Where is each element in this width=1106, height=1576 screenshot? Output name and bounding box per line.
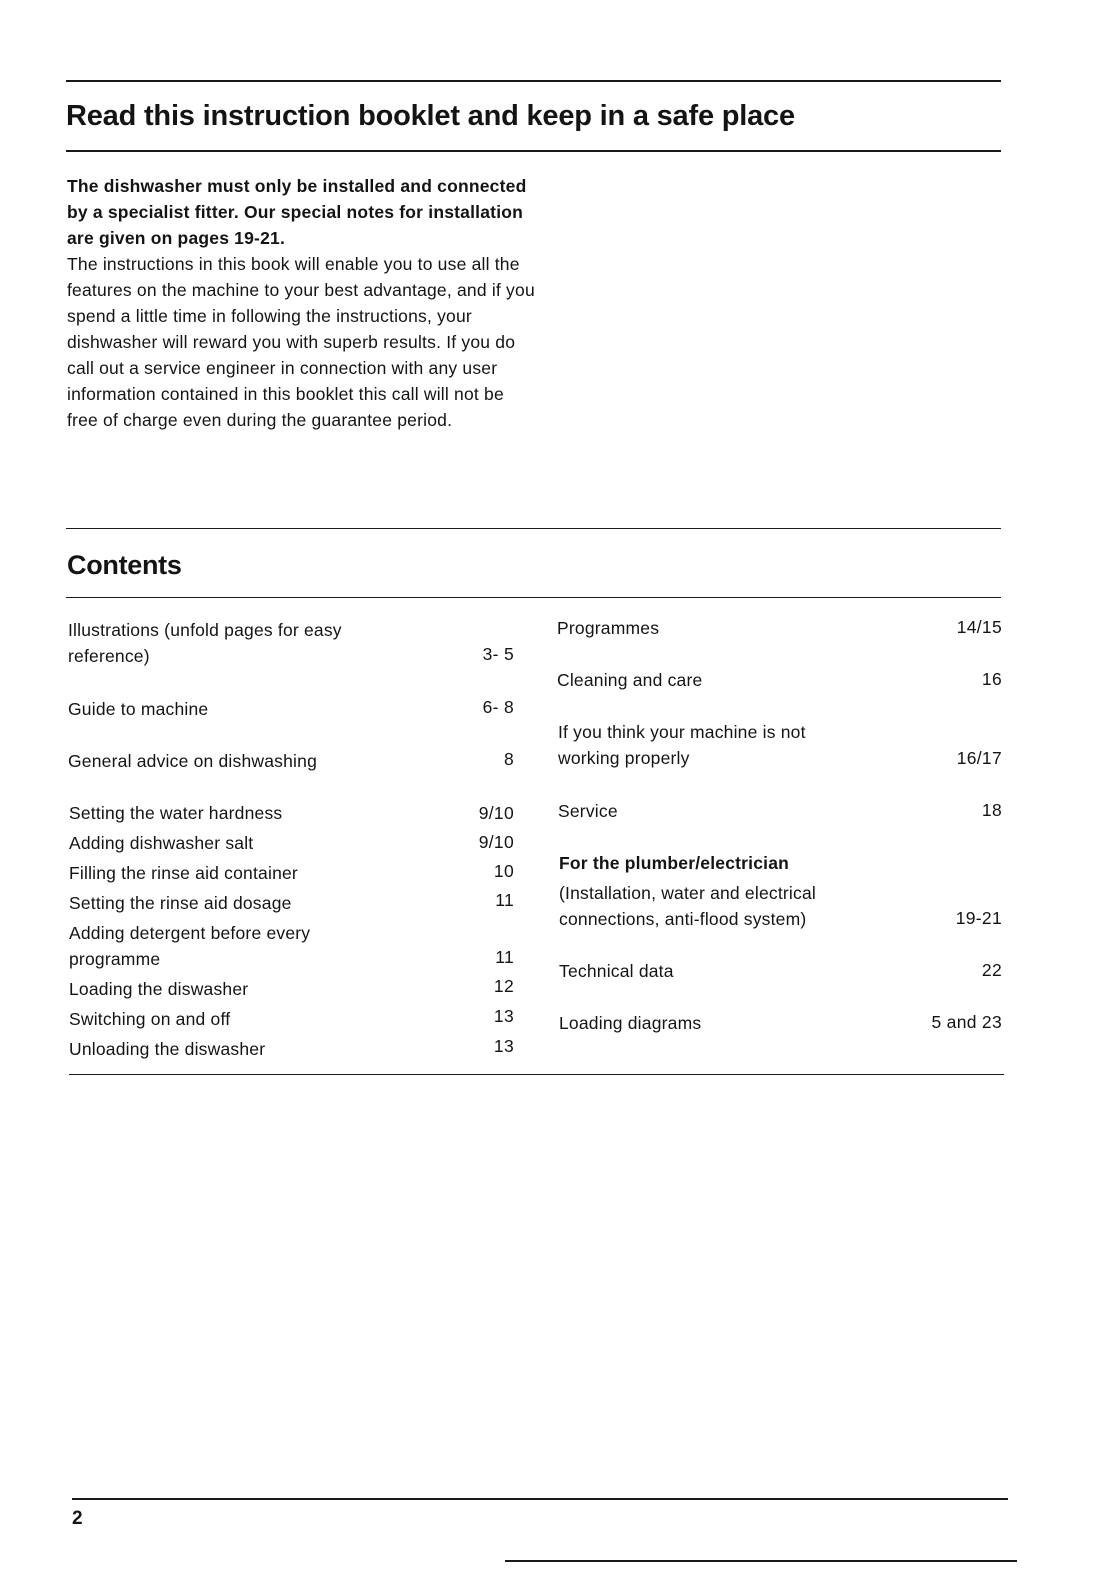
page-number: 2	[72, 1508, 83, 1529]
toc-entry-title: Guide to machine	[68, 699, 209, 719]
toc-entry-title: Technical data	[559, 961, 674, 981]
toc-entry-title: Service	[558, 801, 618, 821]
toc-entry-title: Filling the rinse aid container	[69, 863, 298, 883]
toc-entry-page: 8	[503, 749, 514, 769]
toc-entry-page: 22	[981, 960, 1002, 980]
contents-heading: Contents	[67, 550, 182, 580]
bottom-edge-rule	[505, 1560, 1017, 1562]
page-title: Read this instruction booklet and keep in a safe place	[66, 100, 795, 132]
toc-entry-page: 5 and 23	[931, 1012, 1002, 1032]
intro-body: The instructions in this book will enable you to use all the features on the machine to your best advantage, and if you spend a little time in following the instructions, your dishwasher will reward you with superb results. If you do call out a service engineer in connection with any user information contained in this booklet this call will not be free of charge even during the guarantee period.	[67, 254, 535, 430]
toc-entry-title: Loading diagrams	[559, 1013, 702, 1033]
toc-entry-title: Programmes	[557, 618, 660, 638]
toc-entry-page: 16/17	[956, 748, 1002, 768]
installation-note: The dishwasher must only be installed and connected by a specialist fitter. Our special notes for installation are given on pages 19-21.	[67, 176, 527, 248]
toc-entry-title: If you think your machine is not	[558, 722, 806, 742]
toc-entry-title: working properly	[558, 748, 690, 768]
toc-entry-title: connections, anti-flood system)	[559, 909, 807, 929]
toc-entry-page: 9/10	[478, 803, 514, 823]
intro-section	[67, 173, 537, 433]
toc-section-heading: For the plumber/electrician	[559, 853, 790, 873]
top-rule	[66, 80, 1001, 82]
toc-entry-page: 6- 8	[482, 697, 514, 717]
toc-entry-title: programme	[69, 949, 161, 969]
toc-entry-page: 13	[493, 1006, 514, 1026]
toc-entry-page: 19-21	[955, 908, 1002, 928]
toc-entry-page: 18	[981, 800, 1002, 820]
toc-entry-title: reference)	[68, 646, 150, 666]
toc-entry-title: General advice on dishwashing	[68, 751, 318, 771]
footer-rule	[72, 1498, 1008, 1500]
intro-end-rule	[66, 528, 1001, 529]
toc-entry-page: 12	[493, 976, 514, 996]
toc-entry-page: 3- 5	[482, 644, 514, 664]
toc-entry-page: 11	[495, 947, 514, 967]
contents-underline-rule	[66, 597, 1001, 598]
toc-entry-title: Setting the rinse aid dosage	[69, 893, 292, 913]
toc-entry-title: (Installation, water and electrical	[559, 883, 816, 903]
title-underline-rule	[66, 150, 1001, 152]
toc-entry-title: Unloading the diswasher	[69, 1039, 266, 1059]
toc-entry-title: Loading the diswasher	[69, 979, 249, 999]
toc-entry-page: 13	[493, 1036, 514, 1056]
toc-entry-title: Illustrations (unfold pages for easy	[68, 620, 342, 640]
toc-entry-title: Cleaning and care	[557, 670, 703, 690]
toc-entry-page: 16	[981, 669, 1002, 689]
toc-entry-title: Adding detergent before every	[69, 923, 311, 943]
contents-end-rule	[69, 1074, 1004, 1075]
toc-entry-title: Setting the water hardness	[69, 803, 283, 823]
toc-entry-title: Switching on and off	[69, 1009, 231, 1029]
toc-entry-page: 10	[493, 861, 514, 881]
toc-entry-page: 14/15	[956, 617, 1002, 637]
toc-entry-page: 9/10	[478, 832, 514, 852]
toc-entry-page: 11	[495, 890, 514, 910]
toc-entry-title: Adding dishwasher salt	[69, 833, 254, 853]
